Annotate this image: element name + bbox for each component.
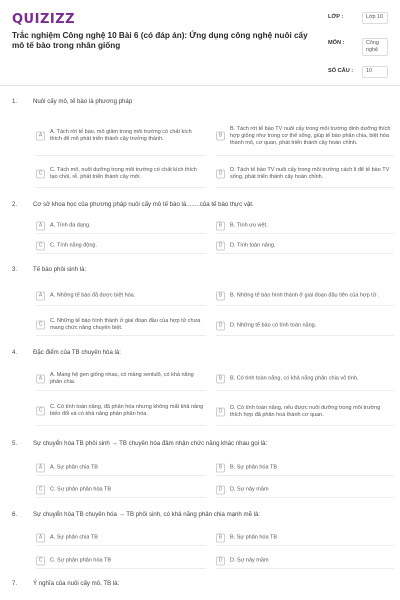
meta-count xyxy=(328,68,390,80)
question-number: 4. xyxy=(12,349,18,356)
question-5-option-c[interactable] xyxy=(36,482,206,498)
option-text: D. Tính toàn năng. xyxy=(230,242,276,249)
question-2-option-b[interactable] xyxy=(216,218,394,234)
option-letter: B xyxy=(216,534,225,543)
question-6-option-a[interactable] xyxy=(36,530,206,546)
question-stem: Cơ sở khoa học của phương pháp nuôi cấy mô tế bào là........của tế bào thực vật. xyxy=(33,201,254,208)
question-number: 6. xyxy=(12,511,18,518)
question-1-option-a[interactable] xyxy=(36,116,206,156)
option-letter: D xyxy=(216,408,225,417)
option-letter: D xyxy=(216,170,225,179)
option-text: C. Tách mô, nuôi dưỡng trong môi trường có chất kích thích tạo chồi, rễ, phát triển thành cây mới. xyxy=(50,167,197,180)
option-divider xyxy=(36,233,206,234)
question-4-option-d[interactable] xyxy=(216,398,394,426)
option-letter: B xyxy=(216,464,225,473)
option-text: C. Sự phản phân hóa TB xyxy=(50,486,112,493)
option-letter: B xyxy=(216,222,225,231)
option-text: C. Sự phản phân hóa TB xyxy=(50,557,112,564)
option-letter: D xyxy=(216,557,225,566)
option-divider xyxy=(216,233,394,234)
meta-subject xyxy=(328,40,390,66)
option-divider xyxy=(36,568,206,569)
question-6-option-b[interactable] xyxy=(216,530,394,546)
option-divider xyxy=(216,155,394,156)
question-stem: Sự chuyển hóa TB chuyên hóa → TB phôi sinh, có khả năng phân chia mạnh mẽ là: xyxy=(33,511,261,518)
option-divider xyxy=(36,497,206,498)
option-text: A. Mang hệ gen giống nhau, có màng xenlulô, có khả năng phân chia. xyxy=(50,372,194,385)
question-4-option-b[interactable] xyxy=(216,367,394,391)
option-divider xyxy=(36,253,206,254)
option-text: A. Sự phân chia TB xyxy=(50,464,98,471)
meta-count-value: 10 xyxy=(362,66,388,78)
question-number: 3. xyxy=(12,266,18,273)
question-stem: Nuôi cấy mô, tế bào là phương pháp xyxy=(33,98,133,105)
question-stem: Đặc điểm của TB chuyên hóa là: xyxy=(33,349,121,356)
option-text: A. Tách rời tế bào, mô giâm trong môi trường có chất kích thích để mô phát triển thành cây trưởng thành. xyxy=(50,129,192,142)
quiz-meta xyxy=(328,14,390,80)
meta-class-value: Lớp 10 xyxy=(362,12,388,24)
option-text: D. Sự nảy mầm xyxy=(230,486,269,493)
option-divider xyxy=(36,475,206,476)
question-6-option-d[interactable] xyxy=(216,553,394,569)
option-divider xyxy=(36,305,206,306)
option-text: C. Tính năng động. xyxy=(50,242,97,249)
option-letter: B xyxy=(216,375,225,384)
option-text: D. Tách tế bào TV nuôi cấy trong môi trường cách li để tế bào TV sống, phát triển thành cây hoàn chỉnh. xyxy=(230,167,390,180)
option-letter: C xyxy=(36,486,45,495)
option-divider xyxy=(216,187,394,188)
question-stem: Sự chuyển hóa TB phôi sinh → TB chuyên hóa đảm nhận chức năng khác nhau gọi là: xyxy=(33,440,268,447)
option-text: B. Những tế bào hình thành ở giai đoạn đầu tiên của hợp tử . xyxy=(230,292,380,299)
option-divider xyxy=(216,253,394,254)
option-divider xyxy=(216,305,394,306)
option-letter: C xyxy=(36,557,45,566)
question-2-option-d[interactable] xyxy=(216,238,394,254)
option-text: D. Những tế bào có tính toàn năng. xyxy=(230,322,317,329)
question-2-option-c[interactable] xyxy=(36,238,206,254)
option-text: A. Những tế bào đã được biệt hóa. xyxy=(50,292,136,299)
option-letter: A xyxy=(36,534,45,543)
meta-class-label: LỚP : xyxy=(328,14,344,20)
meta-class xyxy=(328,14,390,36)
option-divider xyxy=(36,155,206,156)
option-letter: C xyxy=(36,407,45,416)
option-divider xyxy=(216,568,394,569)
question-1-option-b[interactable] xyxy=(216,116,394,156)
option-letter: D xyxy=(216,242,225,251)
question-1-option-d[interactable] xyxy=(216,160,394,188)
option-text: C. Những tế bào hình thành ở giai đoạn đầu của hợp tử chưa mang chức năng chuyên biệt. xyxy=(50,318,201,331)
option-text: B. Có tính toàn năng, có khả năng phân chia vô tính. xyxy=(230,375,359,382)
option-letter: C xyxy=(36,321,45,330)
meta-subject-value: Công nghệ xyxy=(362,38,388,56)
option-letter: A xyxy=(36,132,45,141)
option-text: D. Có tính toàn năng, nếu được nuôi dưỡng trong môi trường thích hợp đã phân hoá thành cơ quan. xyxy=(230,405,381,418)
meta-subject-label: MÔN : xyxy=(328,40,345,46)
option-divider xyxy=(36,187,206,188)
option-divider xyxy=(36,425,206,426)
question-5-option-a[interactable] xyxy=(36,460,206,476)
question-4-option-c[interactable] xyxy=(36,396,206,426)
option-text: B. Tách rời tế bào TV nuôi cấy trong môi trường dinh dưỡng thích hợp giống như trong cơ thể sống, giúp tế bào phân chia, biệt hóa thành mô, cơ quan, phát triển thành cây hoàn chỉnh. xyxy=(230,125,391,146)
option-divider xyxy=(216,390,394,391)
option-letter: A xyxy=(36,292,45,301)
quizizz-logo: QUIZIZZ xyxy=(12,12,76,27)
page-title: Trắc nghiệm Công nghệ 10 Bài 6 (có đáp án): Ứng dụng công nghệ nuôi cấy mô tế bào trong nhân giống xyxy=(12,31,308,50)
option-text: C. Có tính toàn năng, đã phân hóa nhưng không mất khả năng biến đổi và có khả năng phản phân hóa. xyxy=(50,404,204,417)
option-letter: A xyxy=(36,222,45,231)
question-3-option-b[interactable] xyxy=(216,286,394,306)
question-3-option-c[interactable] xyxy=(36,314,206,336)
option-letter: B xyxy=(216,132,225,141)
option-text: B. Sự phân hóa TB xyxy=(230,464,277,471)
option-letter: C xyxy=(36,242,45,251)
option-divider xyxy=(216,497,394,498)
option-letter: D xyxy=(216,486,225,495)
question-number: 5. xyxy=(12,440,18,447)
option-text: A. Sự phân chia TB xyxy=(50,534,98,541)
option-divider xyxy=(36,545,206,546)
question-3-option-d[interactable] xyxy=(216,316,394,336)
option-divider xyxy=(216,425,394,426)
option-divider xyxy=(216,335,394,336)
question-stem: Tế bào phôi sinh là: xyxy=(33,266,87,273)
option-letter: C xyxy=(36,170,45,179)
question-2-option-a[interactable] xyxy=(36,218,206,234)
option-letter: A xyxy=(36,464,45,473)
meta-count-label: SỐ CÂU : xyxy=(328,68,354,74)
header-divider xyxy=(0,85,400,86)
option-divider xyxy=(36,335,206,336)
question-5-option-d[interactable] xyxy=(216,482,394,498)
question-number: 1. xyxy=(12,98,18,105)
option-divider xyxy=(36,390,206,391)
question-6-option-c[interactable] xyxy=(36,553,206,569)
option-letter: A xyxy=(36,375,45,384)
question-stem: Ý nghĩa của nuôi cấy mô, TB là: xyxy=(33,580,120,587)
question-3-option-a[interactable] xyxy=(36,286,206,306)
option-divider xyxy=(216,475,394,476)
option-letter: D xyxy=(216,322,225,331)
question-4-option-a[interactable] xyxy=(36,367,206,391)
question-number: 2. xyxy=(12,201,18,208)
option-divider xyxy=(216,545,394,546)
option-text: D. Sự nảy mầm xyxy=(230,557,269,564)
question-5-option-b[interactable] xyxy=(216,460,394,476)
question-number: 7. xyxy=(12,580,18,587)
option-letter: B xyxy=(216,292,225,301)
option-text: B. Sự phân hóa TB xyxy=(230,534,277,541)
option-text: B. Tính ưu việt. xyxy=(230,222,268,229)
question-1-option-c[interactable] xyxy=(36,160,206,188)
option-text: A. Tính đa dạng. xyxy=(50,222,91,229)
